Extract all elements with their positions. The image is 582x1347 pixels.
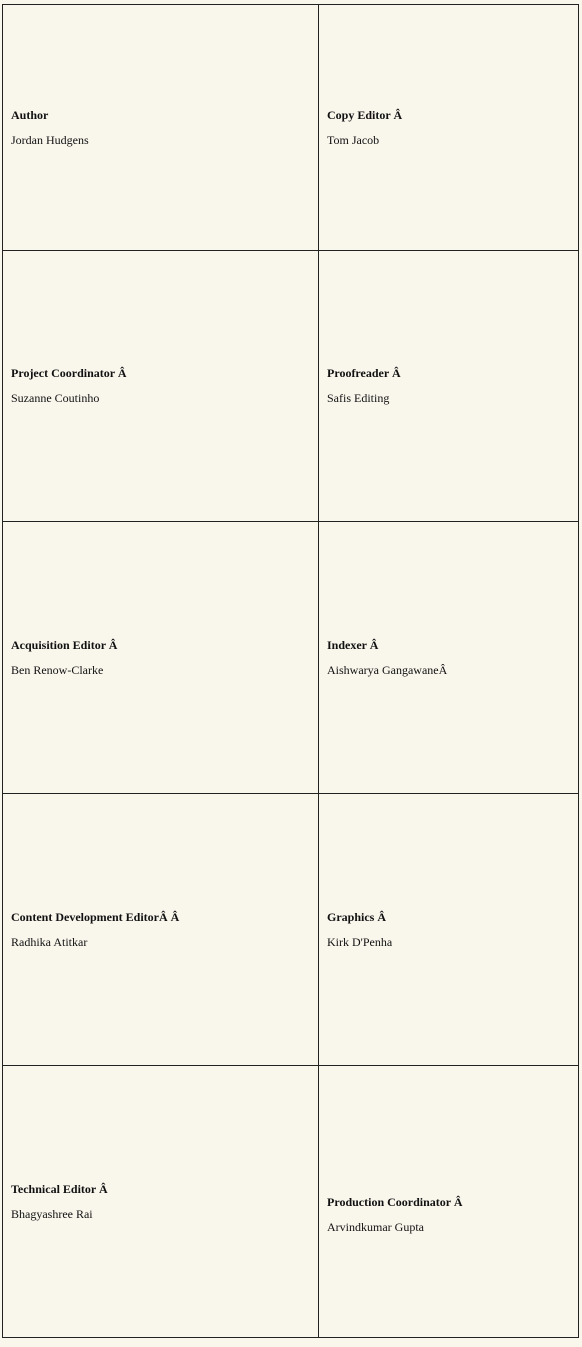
credit-cell: [3, 1066, 319, 1338]
credit-person: Ben Renow-Clarke: [11, 662, 104, 677]
table-row: [3, 251, 579, 522]
credit-person: Tom Jacob: [327, 132, 380, 147]
credit-person: Safis Editing: [327, 391, 390, 405]
credit-person: Jordan Hudgens: [11, 132, 89, 147]
credit-cell: [3, 794, 319, 1066]
credit-role: Technical Editor Â: [11, 1181, 108, 1196]
credit-person: Aishwarya GangawaneÂ: [327, 662, 448, 677]
credit-person: Bhagyashree Rai: [11, 1206, 93, 1221]
credit-role: Project Coordinator Â: [11, 366, 127, 380]
credit-person: Radhika Atitkar: [11, 934, 88, 949]
credit-cell: [319, 522, 579, 794]
credit-cell-content: [327, 1169, 570, 1235]
table-row: [3, 5, 579, 251]
credit-role: Copy Editor Â: [327, 107, 403, 122]
credit-role: Production Coordinator Â: [327, 1194, 463, 1209]
table-row: [3, 1066, 579, 1338]
credit-person: Kirk D'Penha: [327, 934, 393, 949]
credit-cell: [3, 5, 319, 251]
credit-role: Author: [11, 107, 49, 122]
credit-role: Indexer Â: [327, 637, 379, 652]
table-row: [3, 522, 579, 794]
credit-role: Acquisition Editor Â: [11, 637, 118, 652]
credits-table: [2, 4, 579, 1338]
credit-cell: [319, 5, 579, 251]
credit-role: Content Development EditorÂ Â: [11, 909, 180, 924]
credit-cell: [3, 522, 319, 794]
credit-person: Suzanne Coutinho: [11, 391, 100, 405]
credit-cell: [3, 251, 319, 522]
credit-cell: [319, 794, 579, 1066]
table-row: [3, 794, 579, 1066]
credit-role: Proofreader Â: [327, 366, 401, 380]
credit-cell: [319, 251, 579, 522]
credit-role: Graphics Â: [327, 909, 387, 924]
credit-cell: [319, 1066, 579, 1338]
credit-person: Arvindkumar Gupta: [327, 1219, 424, 1234]
